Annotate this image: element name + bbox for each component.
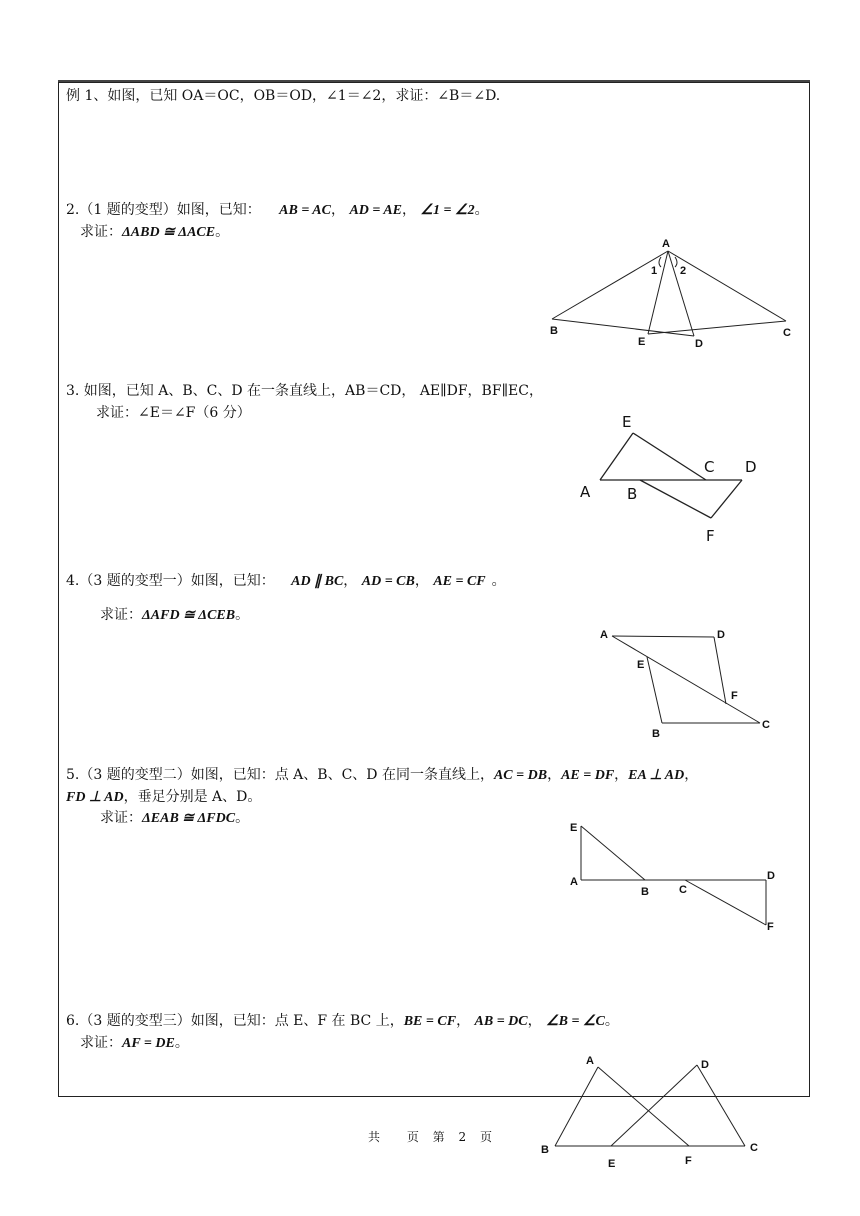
problem-3-line2: 求证：∠E＝∠F（6 分） — [96, 405, 251, 421]
separator: ， — [684, 767, 699, 783]
problem-6-prove-statement: AF = DE — [122, 1036, 175, 1051]
label-F: F — [685, 1155, 692, 1167]
problem-4-statement — [66, 571, 506, 592]
label-B: B — [627, 485, 638, 503]
problem-6-prove — [80, 1033, 189, 1054]
problem-3-line1: 3. 如图，已知 A、B、C、D 在一条直线上，AB＝CD， AE∥DF，BF∥EC， — [66, 383, 543, 399]
label-C: C — [783, 327, 791, 339]
problem-4-eq3: AE = CF — [433, 574, 486, 589]
label-D: D — [701, 1059, 709, 1071]
problem-2-prove-statement: ΔABD ≅ ΔACE — [122, 225, 216, 240]
prove-label: 求证： — [80, 224, 122, 240]
footer-page-prefix: 第 — [432, 1130, 445, 1144]
problem-5-eq1: AC = DB — [493, 768, 548, 783]
problem-1-text: 例 1、如图，已知 OA＝OC，OB＝OD，∠1＝∠2，求证：∠B＝∠D. — [66, 88, 501, 104]
period: 。 — [474, 202, 489, 218]
label-B: B — [550, 325, 558, 337]
problem-6-eq3: ∠B = ∠C — [546, 1014, 605, 1029]
label-1: 1 — [651, 265, 658, 277]
problem-2-statement — [66, 200, 489, 221]
label-A: A — [570, 876, 578, 888]
label-B: B — [641, 886, 649, 898]
separator: ， — [547, 767, 562, 783]
label-A: A — [600, 629, 608, 641]
problem-5-tail: ，垂足分别是 A、D。 — [123, 789, 262, 805]
label-D: D — [717, 629, 725, 641]
separator: ， — [456, 1013, 471, 1029]
separator: ， — [614, 767, 629, 783]
label-2: 2 — [680, 265, 687, 277]
label-C: C — [750, 1142, 758, 1154]
label-A: A — [580, 483, 591, 501]
problem-2-eq1: AB = AC — [279, 203, 331, 218]
label-F: F — [767, 921, 774, 933]
problem-2-prove — [80, 222, 229, 243]
label-E: E — [638, 336, 646, 348]
problem-4-prove — [100, 605, 249, 626]
problem-4-eq2: AD = CB — [361, 574, 415, 589]
problem-4-eq1: AD ∥ BC — [291, 574, 344, 589]
label-B: B — [541, 1144, 549, 1156]
footer-page-number: 2 — [458, 1130, 467, 1144]
label-E: E — [622, 413, 632, 431]
period: 。 — [604, 1013, 619, 1029]
label-E: E — [608, 1158, 616, 1170]
footer-page-unit: 页 — [479, 1130, 492, 1144]
separator: ， — [330, 202, 345, 218]
period: 。 — [174, 1035, 189, 1051]
problem-6-figure — [535, 1050, 765, 1175]
label-C: C — [762, 719, 770, 731]
problem-6-intro: 6.（3 题的变型三）如图，已知：点 E、F 在 BC 上， — [66, 1013, 404, 1029]
problem-2-figure — [540, 235, 800, 350]
label-D: D — [745, 458, 757, 476]
problem-2-eq3: ∠1 = ∠2 — [420, 203, 475, 218]
label-C: C — [704, 458, 715, 476]
problem-5-figure — [560, 815, 790, 940]
label-B: B — [652, 728, 660, 740]
separator: ， — [527, 1013, 542, 1029]
problem-4-figure — [590, 620, 790, 745]
problem-3-figure — [570, 405, 800, 555]
problem-4-intro: 4.（3 题的变型一）如图，已知： — [66, 573, 275, 589]
separator: ， — [402, 202, 417, 218]
problem-5-eq4: FD ⊥ AD — [66, 790, 124, 805]
problem-5-eq2: AE = DF — [561, 768, 615, 783]
prove-label: 求证： — [80, 1035, 122, 1051]
period: 。 — [235, 810, 250, 826]
prove-label: 求证： — [100, 607, 142, 623]
footer-total: 共 — [367, 1130, 380, 1144]
problem-5-intro: 5.（3 题的变型二）如图，已知：点 A、B、C、D 在同一条直线上， — [66, 767, 494, 783]
label-E: E — [570, 822, 578, 834]
problem-4-prove-statement: ΔAFD ≅ ΔCEB — [142, 608, 236, 623]
label-E: E — [637, 659, 645, 671]
problem-5-statement — [66, 765, 698, 786]
period: 。 — [235, 607, 250, 623]
problem-5-statement-cont — [66, 787, 261, 808]
problem-6-statement — [66, 1011, 619, 1032]
problem-2-eq2: AD = AE — [349, 203, 403, 218]
prove-label: 求证： — [100, 810, 142, 826]
problem-5-eq3: EA ⊥ AD — [628, 768, 685, 783]
period: 。 — [491, 573, 506, 589]
problem-5-prove-statement: ΔEAB ≅ ΔFDC — [142, 811, 236, 826]
period: 。 — [215, 224, 230, 240]
page-footer — [0, 1128, 860, 1145]
label-F: F — [731, 690, 738, 702]
label-F: F — [706, 527, 715, 545]
problem-6-eq2: AB = DC — [474, 1014, 528, 1029]
problem-2-intro: 2.（1 题的变型）如图，已知： — [66, 202, 261, 218]
problem-5-prove — [100, 808, 249, 829]
label-A: A — [586, 1055, 594, 1067]
label-D: D — [767, 870, 775, 882]
problem-6-eq1: BE = CF — [403, 1014, 457, 1029]
separator: ， — [414, 573, 429, 589]
label-A: A — [662, 238, 670, 250]
separator: ， — [343, 573, 358, 589]
label-C: C — [679, 884, 687, 896]
footer-page-unit: 页 — [406, 1130, 419, 1144]
label-D: D — [695, 338, 703, 350]
